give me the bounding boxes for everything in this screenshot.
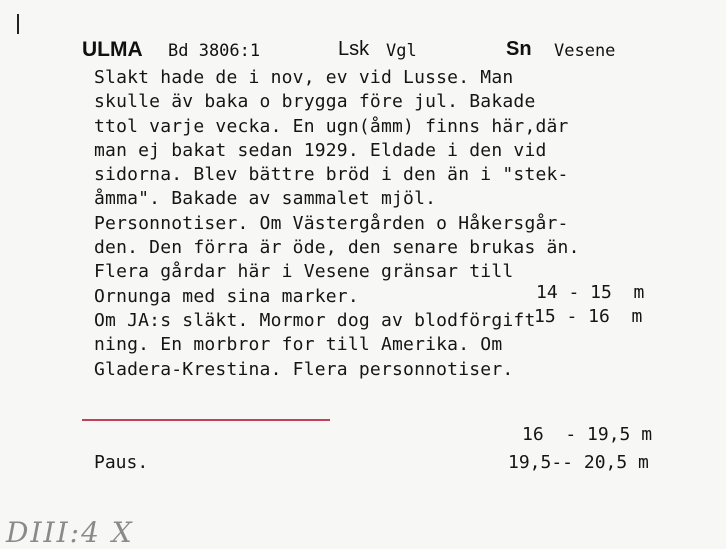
- province-label: Lsk: [338, 38, 370, 60]
- text-line: den. Den förra är öde, den senare brukas än.: [94, 237, 580, 259]
- volume-number: Bd 3806:1: [168, 41, 261, 61]
- text-line: Flera gårdar här i Vesene gränsar till: [94, 261, 514, 283]
- text-line: man ej bakat sedan 1929. Eldade i den vid: [94, 139, 547, 161]
- parish-label: Sn: [506, 38, 532, 60]
- timestamp: 16 - 19,5 m: [522, 424, 653, 445]
- archive-stamp: ULMA: [82, 38, 143, 61]
- text-line: Personnotiser. Om Västergården o Håkersgår-: [94, 212, 569, 234]
- text-line: Om JA:s släkt. Mormor dog av blodförgift-: [94, 309, 547, 331]
- text-line: Ornunga med sina marker.: [94, 285, 359, 307]
- handwritten-signature: DIII:4 X: [6, 516, 134, 549]
- text-line: Slakt hade de i nov, ev vid Lusse. Man: [94, 67, 514, 88]
- edge-mark: [17, 14, 19, 34]
- card-body: [94, 66, 704, 382]
- pause-note: Paus.: [94, 452, 149, 473]
- card-header: [82, 38, 726, 68]
- text-line: ning. En morbror for till Amerika. Om: [94, 334, 503, 356]
- text-line: åmma". Bakade av sammalet mjöl.: [94, 188, 437, 210]
- timestamp: 19,5-- 20,5 m: [508, 452, 649, 473]
- province-value: Vgl: [386, 41, 417, 61]
- timestamp: 15 - 16 m: [534, 306, 643, 327]
- parish-value: Vesene: [554, 41, 616, 61]
- text-line: ttol varje vecka. En ugn(åmm) finns här,där: [94, 115, 569, 137]
- text-line: sidorna. Blev bättre bröd i den än i "stek-: [94, 164, 569, 186]
- timestamp: 14 - 15 m: [536, 282, 645, 303]
- text-line: skulle äv baka o brygga före jul. Bakade: [94, 91, 536, 113]
- text-line: Gladera-Krestina. Flera personnotiser.: [94, 358, 514, 380]
- name-underline: [82, 419, 330, 421]
